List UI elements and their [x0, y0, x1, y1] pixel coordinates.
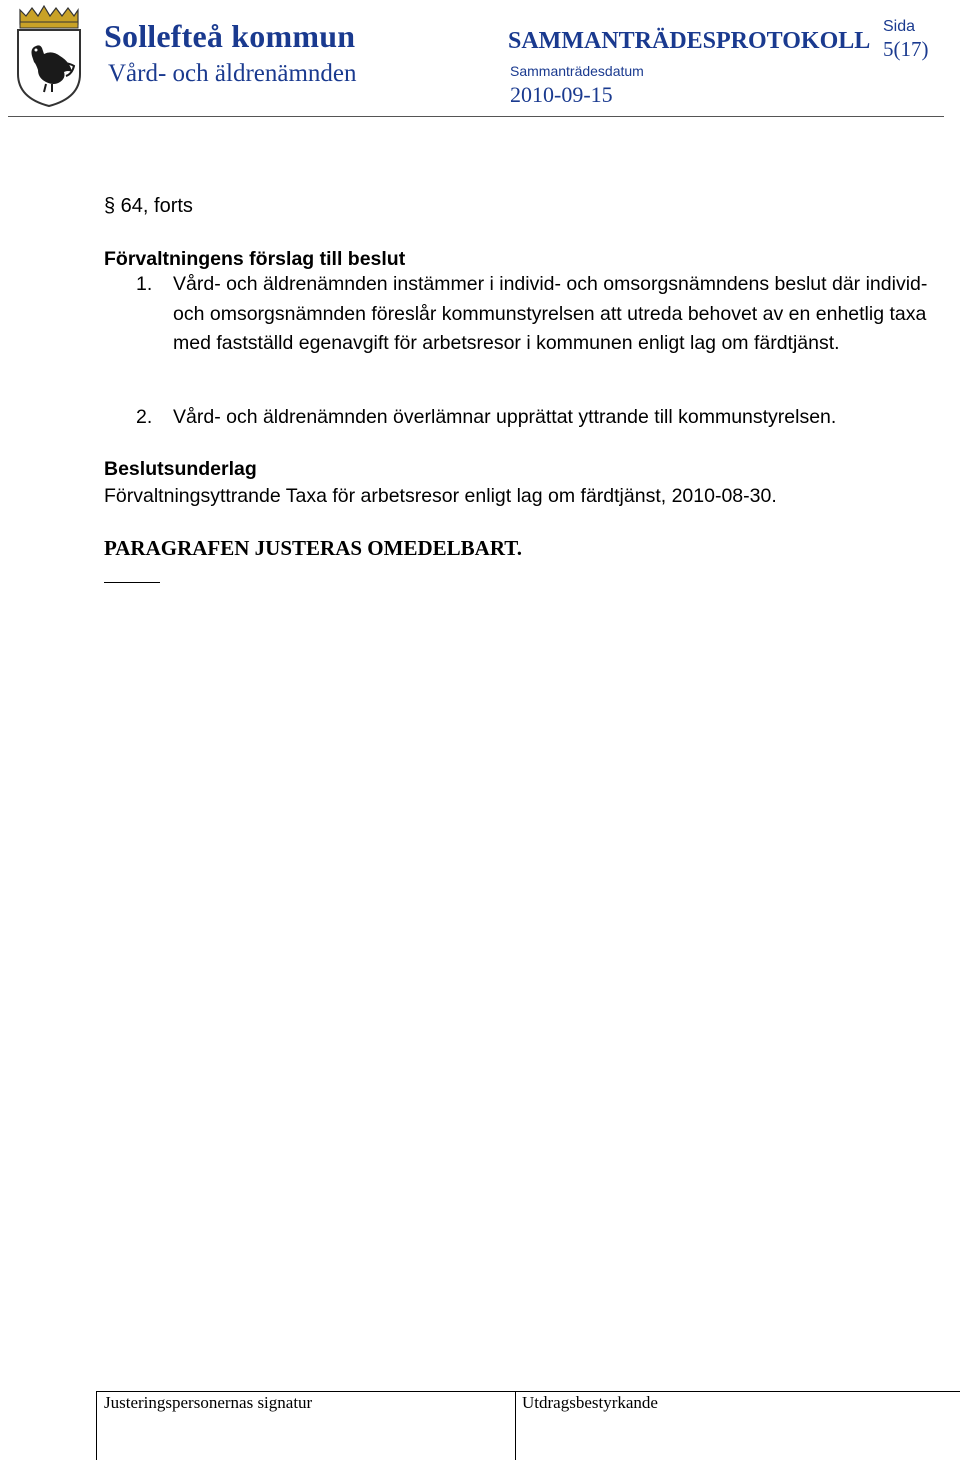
basis-heading: Beslutsunderlag [104, 458, 257, 480]
meeting-date: 2010-09-15 [510, 82, 613, 107]
committee-name: Vård- och äldrenämnden [108, 60, 357, 87]
basis-text: Förvaltningsyttrande Taxa för arbetsresor enligt lag om färdtjänst, 2010-08-30. [104, 485, 777, 507]
proposal-heading: Förvaltningens förslag till beslut [104, 248, 406, 270]
organization-name: Sollefteå kommun [104, 18, 356, 54]
paragraph-heading: § 64, forts [104, 195, 193, 217]
decision-item-text: Vård- och äldrenämnden överlämnar upprättat yttrande till kommunstyrelsen. [173, 406, 837, 428]
end-of-paragraph-rule [104, 582, 160, 583]
decision-item-number: 1. [136, 273, 153, 295]
document-type: SAMMANTRÄDESPROTOKOLL [508, 28, 871, 54]
header-divider [8, 116, 944, 117]
certification-label: Utdragsbestyrkande [522, 1393, 658, 1412]
page-label: Sida [883, 18, 916, 35]
signature-box-divider [515, 1391, 516, 1460]
meeting-date-label: Sammanträdesdatum [510, 63, 644, 79]
adjusted-notice: PARAGRAFEN JUSTERAS OMEDELBART. [104, 536, 522, 560]
decision-item-text: Vård- och äldrenämnden instämmer i individ- och omsorgsnämndens beslut där individ- och omsorgsnämnden föreslår kommunstyrelsen att utreda behovet av en enhetlig taxa med fastställd egenavgift för arbetsresor i kommunen enligt lag om färdtjänst. [173, 273, 928, 354]
decision-item-number: 2. [136, 406, 153, 428]
municipal-crest-icon [14, 4, 84, 108]
signature-label: Justeringspersonernas signatur [104, 1393, 313, 1412]
page-number: 5(17) [883, 37, 929, 61]
